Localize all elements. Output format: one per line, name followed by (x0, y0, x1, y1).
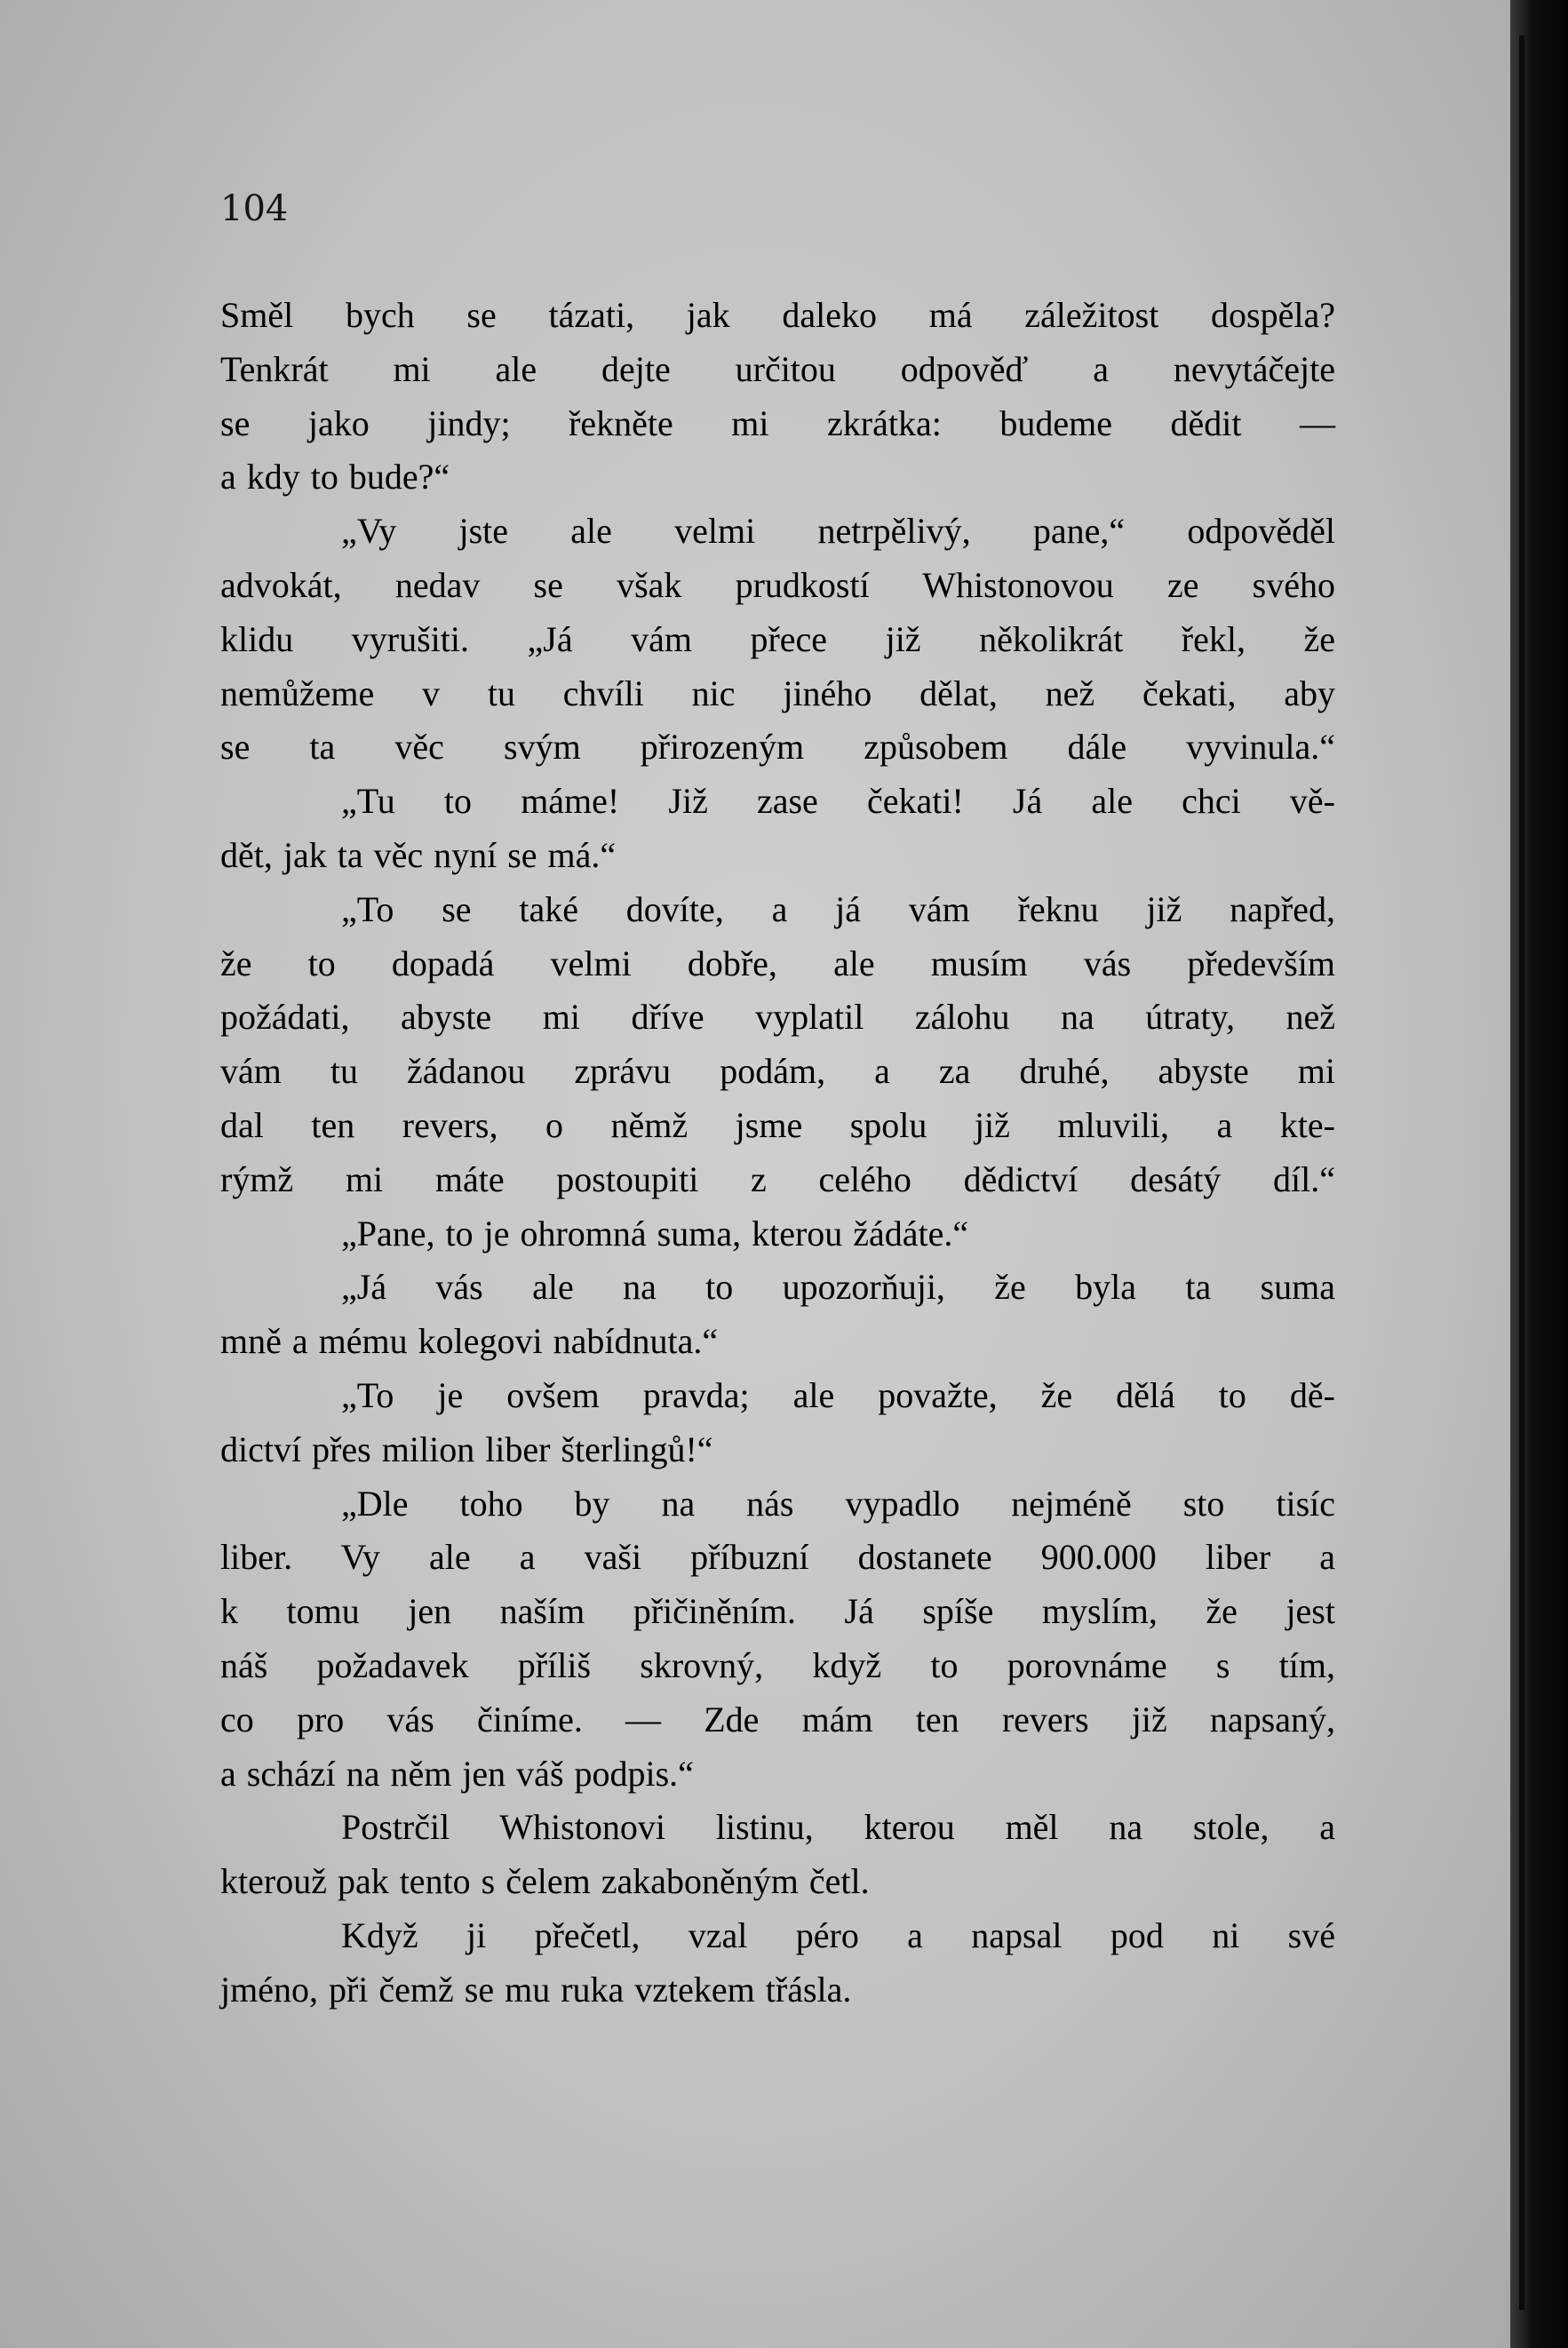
text-line: „Tu to máme! Již zase čekati! Já ale chci vě- (341, 781, 1335, 822)
text-line: „Dle toho by na nás vypadlo nejméně sto tisíc (341, 1483, 1335, 1524)
text-line: kterouž pak tento s čelem zakaboněným četl. (220, 1861, 870, 1902)
text-line: dictví přes milion liber šterlingů!“ (220, 1429, 713, 1469)
page-fold-line (1519, 36, 1524, 2310)
text-line: dal ten revers, o němž jsme spolu již mluvili, a kte- (220, 1104, 1335, 1145)
text-line: „Já vás ale na to upozorňuji, že byla ta suma (341, 1267, 1335, 1308)
text-line: „Vy jste ale velmi netrpělivý, pane,“ odpověděl (341, 511, 1335, 552)
text-line: a kdy to bude?“ (220, 457, 450, 497)
text-line: požádati, abyste mi dříve vyplatil zálohu na útraty, než (220, 997, 1335, 1038)
text-line: a schází na něm jen váš podpis.“ (220, 1753, 694, 1794)
text-line: vám tu žádanou zprávu podám, a za druhé, abyste mi (220, 1051, 1335, 1092)
text-line: dět, jak ta věc nyní se má.“ (220, 834, 617, 875)
text-line: Když ji přečetl, vzal péro a napsal pod ni své (341, 1914, 1335, 1955)
text-line: jméno, při čemž se mu ruka vztekem třásla. (220, 1969, 852, 2010)
text-line: co pro vás činíme. — Zde mám ten revers již napsaný, (220, 1699, 1335, 1739)
text-line: Směl bych se tázati, jak daleko má záležitost dospěla? (220, 295, 1335, 335)
page-number: 104 (220, 188, 289, 229)
text-line: mně a mému kolegovi nabídnuta.“ (220, 1321, 719, 1362)
text-line: rýmž mi máte postoupiti z celého dědictví desátý díl.“ (220, 1158, 1335, 1199)
text-line: se ta věc svým přirozeným způsobem dále vyvinula.“ (220, 727, 1335, 768)
text-line: advokát, nedav se však prudkostí Whistonovou ze svého (220, 564, 1335, 605)
text-line: klidu vyrušiti. „Já vám přece již několikrát řekl, že (220, 618, 1335, 659)
text-line: že to dopadá velmi dobře, ale musím vás především (220, 943, 1335, 983)
text-line: „Pane, to je ohromná suma, kterou žádáte.“ (341, 1213, 969, 1254)
text-line: náš požadavek příliš skrovný, když to porovnáme s tím, (220, 1644, 1335, 1685)
text-line: se jako jindy; řekněte mi zkrátka: budeme dědit — (220, 402, 1335, 443)
text-line: „To je ovšem pravda; ale považte, že dělá to dě- (341, 1374, 1335, 1415)
text-line: liber. Vy ale a vaši příbuzní dostanete 900.000 liber a (220, 1537, 1335, 1578)
text-line: nemůžeme v tu chvíli nic jiného dělat, než čekati, aby (220, 673, 1335, 713)
text-line: Tenkrát mi ale dejte určitou odpověď a nevytáčejte (220, 348, 1335, 389)
text-line: k tomu jen naším přičiněním. Já spíše myslím, že jest (220, 1591, 1335, 1632)
body-text (220, 289, 1335, 2018)
text-line: Postrčil Whistonovi listinu, kterou měl na stole, a (341, 1807, 1335, 1848)
text-line: „To se také dovíte, a já vám řeknu již napřed, (341, 888, 1335, 929)
